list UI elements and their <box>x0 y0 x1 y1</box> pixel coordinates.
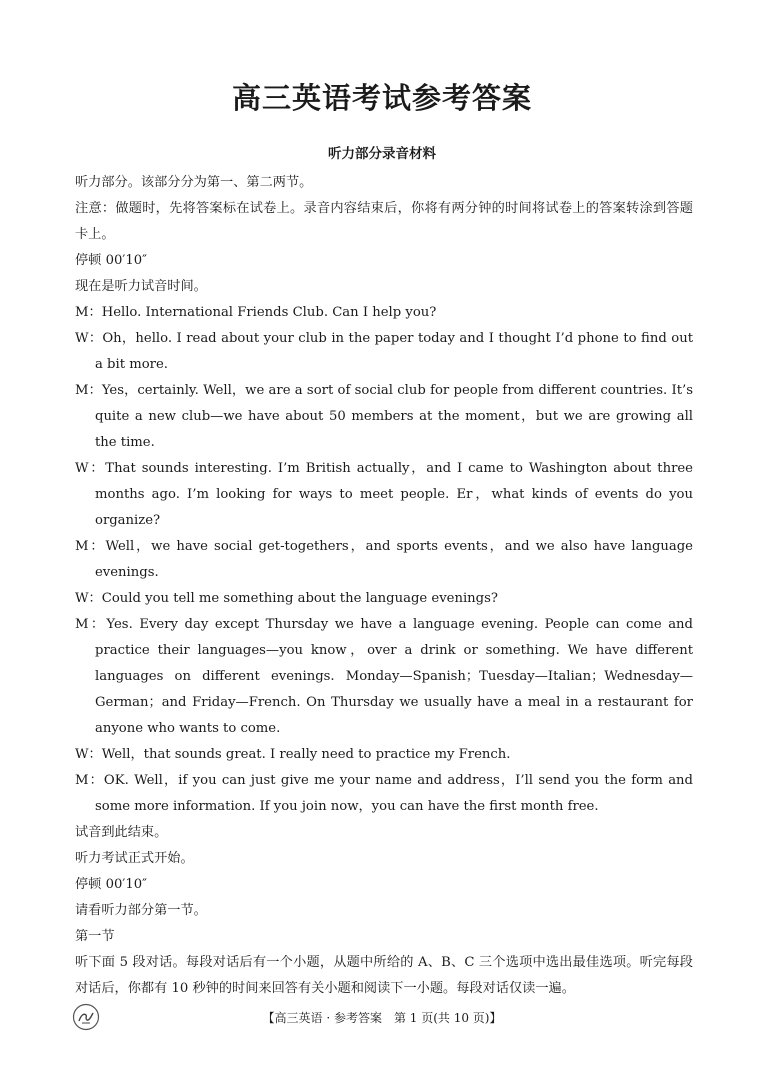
text-paragraph: 停顿 00′10″ <box>75 253 148 268</box>
text-paragraph: 听力部分。该部分分为第一、第二两节。 <box>75 175 313 190</box>
text-paragraph: 现在是听力试音时间。 <box>75 279 207 294</box>
text-paragraph: 试音到此结束。 <box>75 825 168 840</box>
page-subtitle: 听力部分录音材料 <box>328 146 436 162</box>
dialogue-line: M：Yes，certainly. Well，we are a sort of social club for people from different countries. It’s quite a new club—we have about 50 members at the moment，but we are growing all the time. <box>75 383 693 450</box>
dialogue-line: M：OK. Well，if you can just give me your name and address，I’ll send you the form and some more information. If you join now，you can have the first month free. <box>75 773 693 814</box>
text-paragraph: 听下面 5 段对话。每段对话后有一个小题，从题中所给的 A、B、C 三个选项中选出最佳选项。听完每段对话后，你都有 10 秒钟的时间来回答有关小题和阅读下一小题。每段对话仅读一遍。 <box>75 955 693 996</box>
text-paragraph: 停顿 00′10″ <box>75 877 148 892</box>
page-footer: 【高三英语 · 参考答案 第 1 页(共 10 页)】 <box>262 1011 502 1025</box>
dialogue-line: W：Well，that sounds great. I really need to practice my French. <box>75 747 511 762</box>
dialogue-line: W：Could you tell me something about the language evenings? <box>75 591 498 606</box>
text-paragraph: 请看听力部分第一节。 <box>75 903 207 918</box>
text-paragraph: 注意：做题时，先将答案标在试卷上。录音内容结束后，你将有两分钟的时间将试卷上的答案转涂到答题卡上。 <box>75 201 693 242</box>
text-paragraph: 听力考试正式开始。 <box>75 851 194 866</box>
dialogue-line: M：Yes. Every day except Thursday we have a language evening. People can come and practice their languages—you know，over a drink or something. We have different languages on different evenings. Monday—Spanish；Tuesday—Italian；Wednesday—German；and Friday—French. On Thursday we usually have a meal in a restaurant for anyone who wants to come. <box>75 617 693 736</box>
text-paragraph: 第一节 <box>75 929 115 944</box>
dialogue-line: M：Hello. International Friends Club. Can I help you? <box>75 305 437 320</box>
dialogue-line: M：Well，we have social get-togethers，and sports events，and we also have language evenings. <box>75 539 693 580</box>
dialogue-line: W：Oh，hello. I read about your club in the paper today and I thought I’d phone to find out a bit more. <box>75 331 693 372</box>
dialogue-line: W：That sounds interesting. I’m British actually，and I came to Washington about three months ago. I’m looking for ways to meet people. Er，what kinds of events do you organize? <box>75 461 693 528</box>
page-title: 高三英语考试参考答案 <box>231 81 532 115</box>
document-body <box>75 170 693 1002</box>
